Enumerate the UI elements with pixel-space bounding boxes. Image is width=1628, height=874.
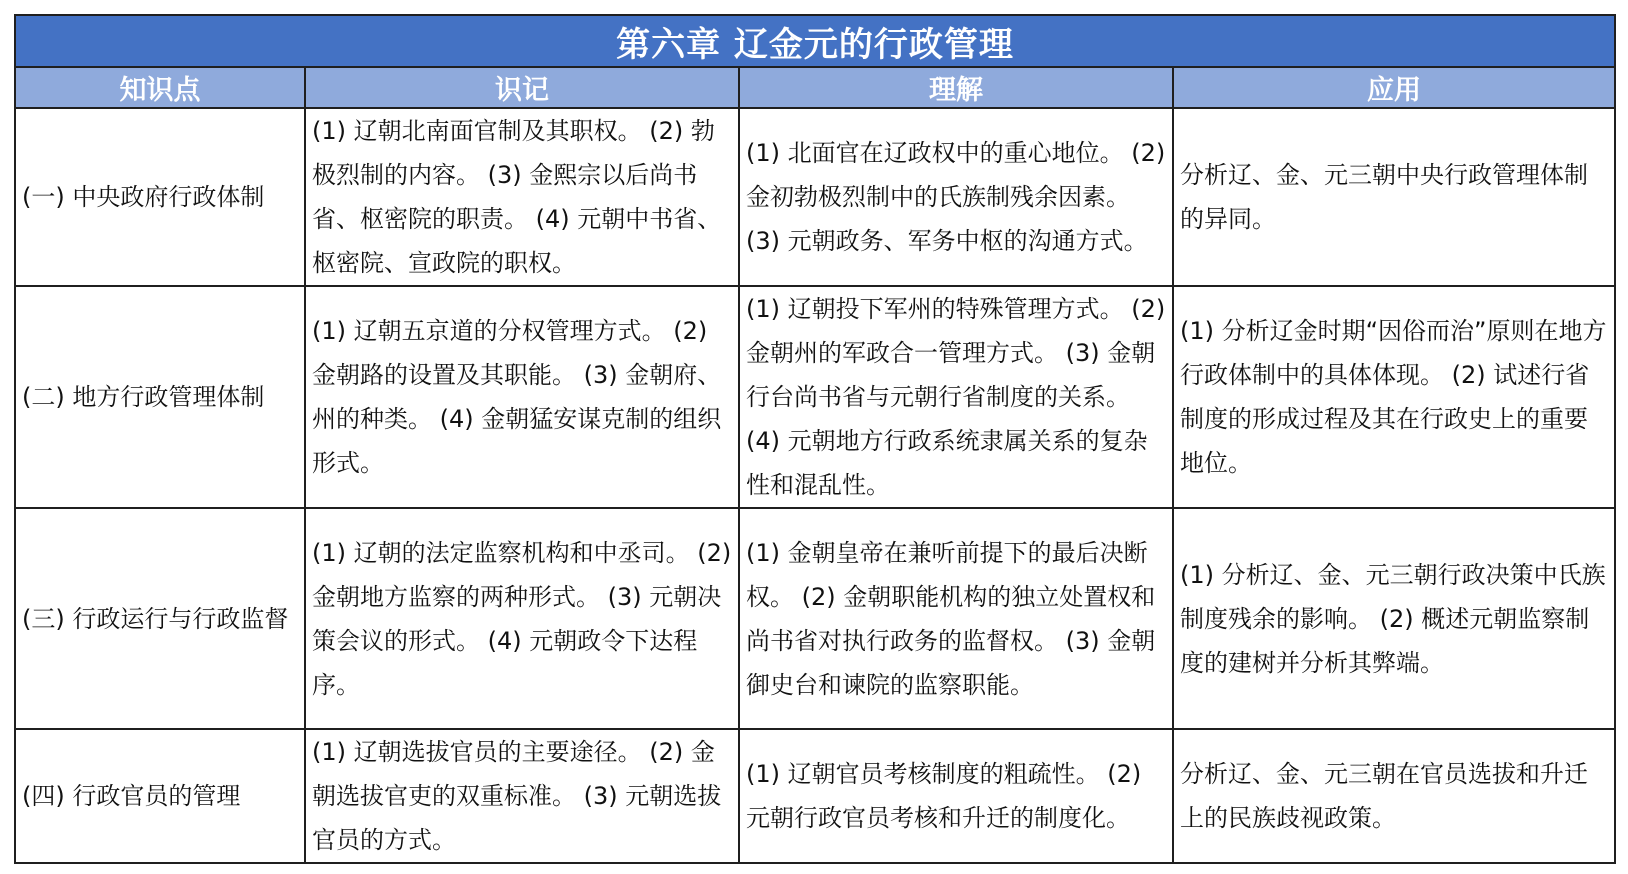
- understand-cell: (1) 北面官在辽政权中的重心地位。 (2) 金初勃极烈制中的氏族制残余因素。 (3) 元朝政务、军务中枢的沟通方式。: [739, 108, 1173, 286]
- topic-cell: (四) 行政官员的管理: [15, 729, 305, 863]
- topic-cell: (一) 中央政府行政体制: [15, 108, 305, 286]
- header-apply: 应用: [1173, 67, 1615, 108]
- know-cell: (1) 辽朝的法定监察机构和中丞司。 (2) 金朝地方监察的两种形式。 (3) 元朝决策会议的形式。 (4) 元朝政令下达程序。: [305, 508, 739, 729]
- understand-cell: (1) 辽朝官员考核制度的粗疏性。 (2) 元朝行政官员考核和升迁的制度化。: [739, 729, 1173, 863]
- header-know: 识记: [305, 67, 739, 108]
- apply-cell: 分析辽、金、元三朝中央行政管理体制的异同。: [1173, 108, 1615, 286]
- header-topic: 知识点: [15, 67, 305, 108]
- table-title: 第六章 辽金元的行政管理: [15, 15, 1615, 67]
- table-row: [15, 108, 1615, 286]
- understand-cell: (1) 辽朝投下军州的特殊管理方式。 (2) 金朝州的军政合一管理方式。 (3) 金朝行台尚书省与元朝行省制度的关系。 (4) 元朝地方行政系统隶属关系的复杂性和混乱性。: [739, 286, 1173, 508]
- header-understand: 理解: [739, 67, 1173, 108]
- table-row: [15, 286, 1615, 508]
- chapter-table: [14, 14, 1616, 864]
- apply-cell: (1) 分析辽金时期“因俗而治”原则在地方行政体制中的具体体现。 (2) 试述行省制度的形成过程及其在行政史上的重要地位。: [1173, 286, 1615, 508]
- apply-cell: (1) 分析辽、金、元三朝行政决策中氏族制度残余的影响。 (2) 概述元朝监察制度的建树并分析其弊端。: [1173, 508, 1615, 729]
- apply-cell: 分析辽、金、元三朝在官员选拔和升迁上的民族歧视政策。: [1173, 729, 1615, 863]
- know-cell: (1) 辽朝北南面官制及其职权。 (2) 勃极烈制的内容。 (3) 金熙宗以后尚书省、枢密院的职责。 (4) 元朝中书省、枢密院、宣政院的职权。: [305, 108, 739, 286]
- understand-cell: (1) 金朝皇帝在兼听前提下的最后决断权。 (2) 金朝职能机构的独立处置权和尚书省对执行政务的监督权。 (3) 金朝御史台和谏院的监察职能。: [739, 508, 1173, 729]
- table-row: [15, 508, 1615, 729]
- know-cell: (1) 辽朝五京道的分权管理方式。 (2) 金朝路的设置及其职能。 (3) 金朝府、州的种类。 (4) 金朝猛安谋克制的组织形式。: [305, 286, 739, 508]
- topic-cell: (二) 地方行政管理体制: [15, 286, 305, 508]
- table-row: [15, 729, 1615, 863]
- know-cell: (1) 辽朝选拔官员的主要途径。 (2) 金朝选拔官吏的双重标准。 (3) 元朝选拔官员的方式。: [305, 729, 739, 863]
- title-row: [15, 15, 1615, 67]
- header-row: [15, 67, 1615, 108]
- topic-cell: (三) 行政运行与行政监督: [15, 508, 305, 729]
